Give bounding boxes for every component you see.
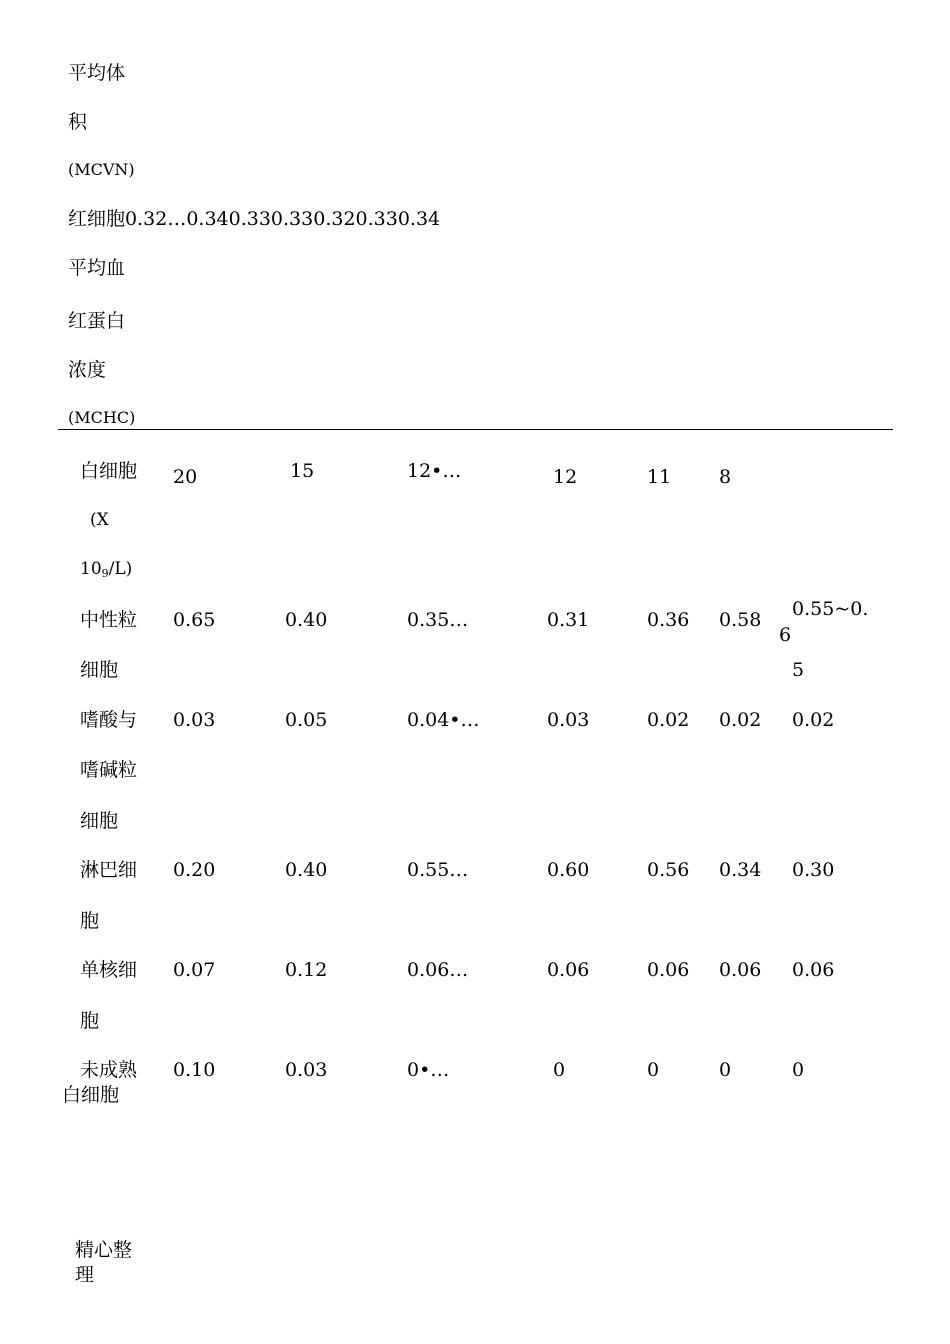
lymphocyte-value: 0.40 <box>285 859 328 881</box>
neutrophil-value: 0.35… <box>407 609 469 631</box>
neutrophil-value: 0.31 <box>547 609 590 631</box>
neutrophil-label-line-2: 细胞 <box>80 659 119 681</box>
monocyte-value: 0.06 <box>647 959 690 981</box>
rbc-row-label: 红细胞 <box>68 208 126 230</box>
immature-value: 0 <box>792 1059 805 1081</box>
eosinophil-value: 0.02 <box>792 709 835 731</box>
monocyte-label-line-1: 单核细 <box>80 959 138 981</box>
mcvn-label-line-1: 平均体 <box>68 62 126 84</box>
eosinophil-value: 0.03 <box>173 709 216 731</box>
immature-label-line-1: 未成熟 <box>80 1059 138 1081</box>
monocyte-value: 0.06… <box>407 959 469 981</box>
neutrophil-label-line-1: 中性粒 <box>80 609 138 631</box>
immature-value: 0 <box>647 1059 660 1081</box>
wbc-value: 11 <box>647 466 672 488</box>
lymphocyte-label-line-2: 胞 <box>80 910 100 932</box>
mchc-label-line-1: 平均血 <box>68 257 126 279</box>
monocyte-value: 0.12 <box>285 959 328 981</box>
mchc-label-line-3: 浓度 <box>68 359 107 381</box>
neutrophil-value: 0.36 <box>647 609 690 631</box>
immature-value: 0.10 <box>173 1059 216 1081</box>
immature-label-line-2: 白细胞 <box>62 1084 120 1106</box>
mchc-label-line-2: 红蛋白 <box>68 310 126 332</box>
lymphocyte-value: 0.56 <box>647 859 690 881</box>
monocyte-value: 0.06 <box>547 959 590 981</box>
eosinophil-label-line-1: 嗜酸与 <box>80 709 138 731</box>
lymphocyte-value: 0.60 <box>547 859 590 881</box>
eosinophil-value: 0.05 <box>285 709 328 731</box>
eosinophil-label-line-2: 嗜碱粒 <box>80 759 138 781</box>
wbc-label-line-2: (X <box>90 510 109 530</box>
neutrophil-reference-range-cont: 5 <box>792 659 805 681</box>
neutrophil-value: 0.40 <box>285 609 328 631</box>
eosinophil-value: 0.04•… <box>407 709 480 731</box>
immature-value: 0•… <box>407 1059 450 1081</box>
eosinophil-label-line-3: 细胞 <box>80 810 119 832</box>
neutrophil-reference-range-cont: 6 <box>779 624 792 646</box>
mcvn-label-line-3: (MCVN) <box>68 160 135 179</box>
eosinophil-value: 0.02 <box>719 709 762 731</box>
immature-value: 0.03 <box>285 1059 328 1081</box>
wbc-value: 8 <box>719 466 732 488</box>
monocyte-label-line-2: 胞 <box>80 1010 100 1032</box>
wbc-value: 20 <box>173 466 198 488</box>
wbc-label-line-3: 109/L) <box>80 559 133 580</box>
eosinophil-value: 0.03 <box>547 709 590 731</box>
mchc-label-line-4: (MCHC) <box>68 408 136 427</box>
immature-value: 0 <box>553 1059 566 1081</box>
lymphocyte-value: 0.34 <box>719 859 762 881</box>
rbc-row-values: 0.32…0.340.330.330.320.330.34 <box>125 208 441 230</box>
neutrophil-value: 0.58 <box>719 609 762 631</box>
immature-value: 0 <box>719 1059 732 1081</box>
monocyte-value: 0.06 <box>719 959 762 981</box>
horizontal-rule <box>58 429 893 430</box>
wbc-value: 15 <box>290 460 315 482</box>
wbc-value: 12•… <box>407 460 462 482</box>
footer-line-2: 理 <box>75 1264 95 1286</box>
lymphocyte-value: 0.20 <box>173 859 216 881</box>
neutrophil-value: 0.65 <box>173 609 216 631</box>
mcvn-label-line-2: 积 <box>68 111 88 133</box>
wbc-value: 12 <box>553 466 578 488</box>
monocyte-value: 0.06 <box>792 959 835 981</box>
footer-line-1: 精心整 <box>75 1239 133 1261</box>
lymphocyte-value: 0.30 <box>792 859 835 881</box>
lymphocyte-label-line-1: 淋巴细 <box>80 859 138 881</box>
eosinophil-value: 0.02 <box>647 709 690 731</box>
rbc-row <box>68 210 440 229</box>
wbc-label-line-1: 白细胞 <box>80 460 138 482</box>
lymphocyte-value: 0.55… <box>407 859 469 881</box>
monocyte-value: 0.07 <box>173 959 216 981</box>
neutrophil-reference-range: 0.55~0. <box>792 598 869 620</box>
